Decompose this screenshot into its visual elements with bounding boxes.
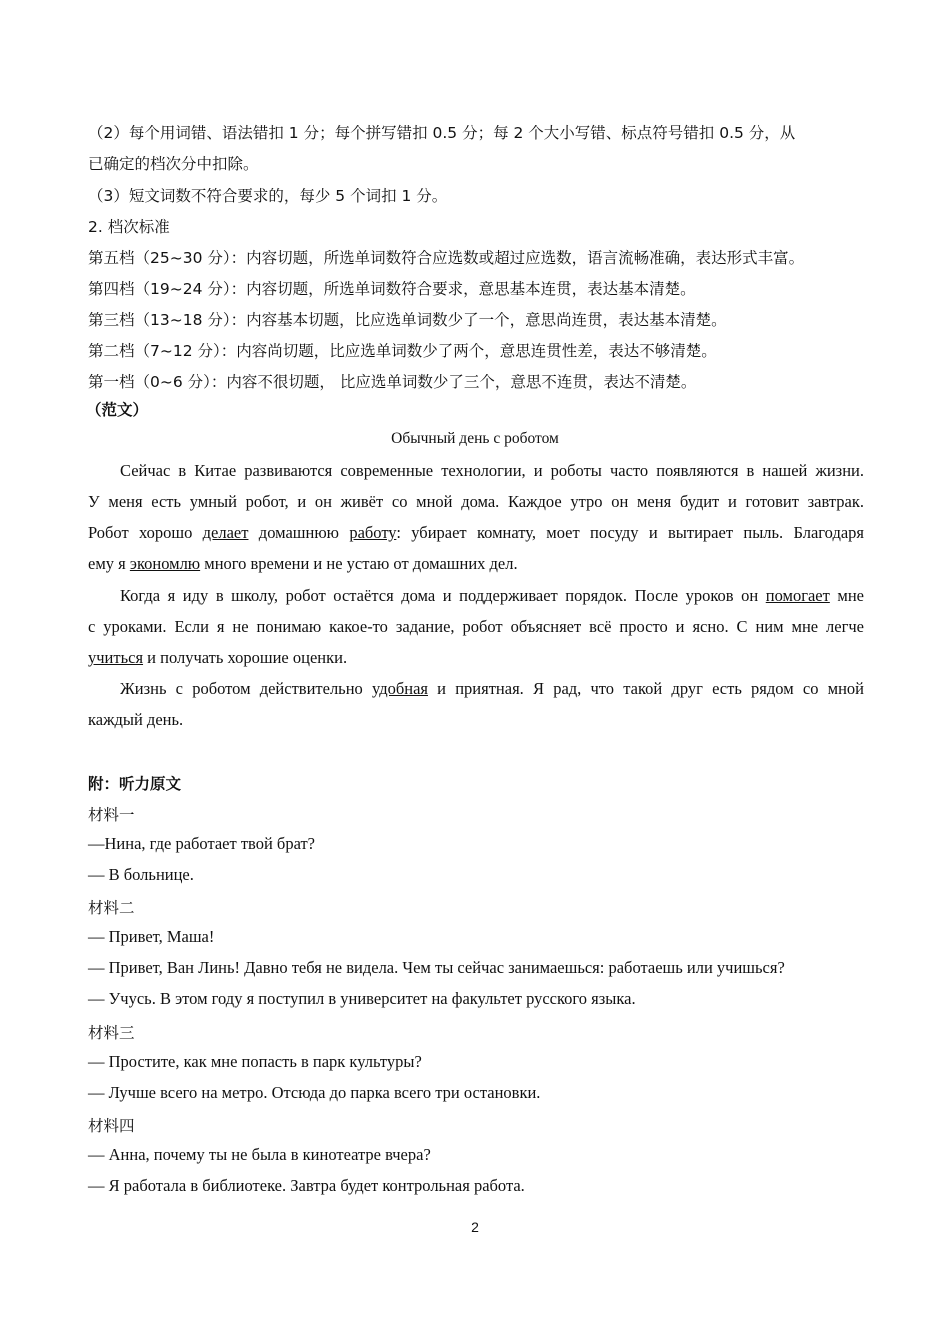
- material-3-line-1: — Простите, как мне попасть в парк культуры?: [88, 1052, 422, 1071]
- text-segment: домашнюю: [248, 523, 350, 542]
- material-1-line-2: — В больнице.: [88, 865, 194, 884]
- text-segment: Робот хорошо: [88, 523, 203, 542]
- rule-2-line-1: （2）每个用词错、语法错扣 1 分；每个拼写错扣 0.5 分；每 2 个大小写错、标点符号错扣 0.5 分，从: [88, 124, 796, 142]
- sample-p2-line-1: [120, 586, 864, 606]
- text-segment: и получать хорошие оценки.: [143, 648, 348, 667]
- material-2-line-1: — Привет, Маша!: [88, 927, 215, 946]
- material-4-line-1: — Анна, почему ты не была в кинотеатре вчера?: [88, 1145, 431, 1164]
- underlined-word: помогает: [765, 586, 830, 605]
- sample-title: Обычный день с роботом: [391, 430, 559, 447]
- material-1-line-1: —Нина, где работает твой брат?: [88, 834, 316, 853]
- text-segment: : убирает комнату, моет посуду и вытирает пыль. Благодаря: [396, 523, 864, 542]
- text-segment: и приятная. Я рад, что такой друг есть рядом со мной: [427, 679, 864, 698]
- underlined-word: экономлю: [129, 554, 201, 573]
- sample-p1-line-4: [88, 554, 518, 574]
- material-4-label: 材料四: [88, 1117, 135, 1135]
- grade-2: 第二档（7~12 分）：内容尚切题，比应选单词数少了两个，意思连贯性差，表达不够清楚。: [88, 342, 717, 360]
- sample-p1-line-2: У меня есть умный робот, и он живёт со мной дома. Каждое утро он меня будит и готовит завтрак.: [88, 492, 864, 511]
- underlined-word: делает: [202, 523, 249, 542]
- material-3-label: 材料三: [88, 1024, 135, 1042]
- material-2-line-3: — Учусь. В этом году я поступил в университет на факультет русского языка.: [88, 989, 636, 1008]
- sample-p3-line-1: [120, 679, 864, 699]
- material-2-line-2: — Привет, Ван Линь! Давно тебя не видела. Чем ты сейчас занимаешься: работаешь или учишься?: [88, 958, 785, 977]
- sample-p1-line-3: [88, 523, 864, 543]
- text-segment: ему я: [88, 554, 130, 573]
- text-segment: Жизнь с роботом действительно: [120, 679, 372, 698]
- underlined-word: работу: [349, 523, 397, 542]
- material-4-line-2: — Я работала в библиотеке. Завтра будет контрольная работа.: [88, 1176, 525, 1195]
- rule-2-line-2: 已确定的档次分中扣除。: [88, 155, 259, 173]
- grade-1: 第一档（0~6 分）：内容不很切题， 比应选单词数少了三个，意思不连贯，表达不清楚。: [88, 373, 697, 391]
- grade-3: 第三档（13~18 分）：内容基本切题，比应选单词数少了一个，意思尚连贯，表达基本清楚。: [88, 311, 727, 329]
- rule-3: （3）短文词数不符合要求的，每少 5 个词扣 1 分。: [88, 187, 448, 205]
- material-1-label: 材料一: [88, 806, 135, 824]
- grade-4: 第四档（19~24 分）：内容切题，所选单词数符合要求，意思基本连贯，表达基本清楚。: [88, 280, 696, 298]
- sample-p2-line-2: с уроками. Если я не понимаю какое-то задание, робот объясняет всё просто и ясно. С ним мне легче: [88, 617, 864, 636]
- underlined-word: учиться: [88, 648, 144, 667]
- material-3-line-2: — Лучше всего на метро. Отсюда до парка всего три остановки.: [88, 1083, 541, 1102]
- text-segment: много времени и не устаю от домашних дел.: [200, 554, 518, 573]
- text-segment: Когда я иду в школу, робот остаётся дома и поддерживает порядок. После уроков он: [120, 586, 766, 605]
- material-2-label: 材料二: [88, 899, 135, 917]
- grade-5: 第五档（25~30 分）：内容切题，所选单词数符合应选数或超过应选数，语言流畅准确，表达形式丰富。: [88, 249, 805, 267]
- sample-p2-line-3: [88, 648, 347, 668]
- text-segment: мне: [829, 586, 864, 605]
- listening-heading: 附：听力原文: [88, 775, 182, 793]
- sample-p1-line-1: Сейчас в Китае развиваются современные технологии, и роботы часто появляются в нашей жизни.: [120, 461, 864, 480]
- page-number: 2: [471, 1219, 479, 1235]
- sample-label: （范文）: [86, 401, 149, 419]
- underlined-word: удобная: [371, 679, 428, 698]
- grades-heading: 2. 档次标准: [88, 218, 170, 236]
- sample-p3-line-2: каждый день.: [88, 710, 184, 729]
